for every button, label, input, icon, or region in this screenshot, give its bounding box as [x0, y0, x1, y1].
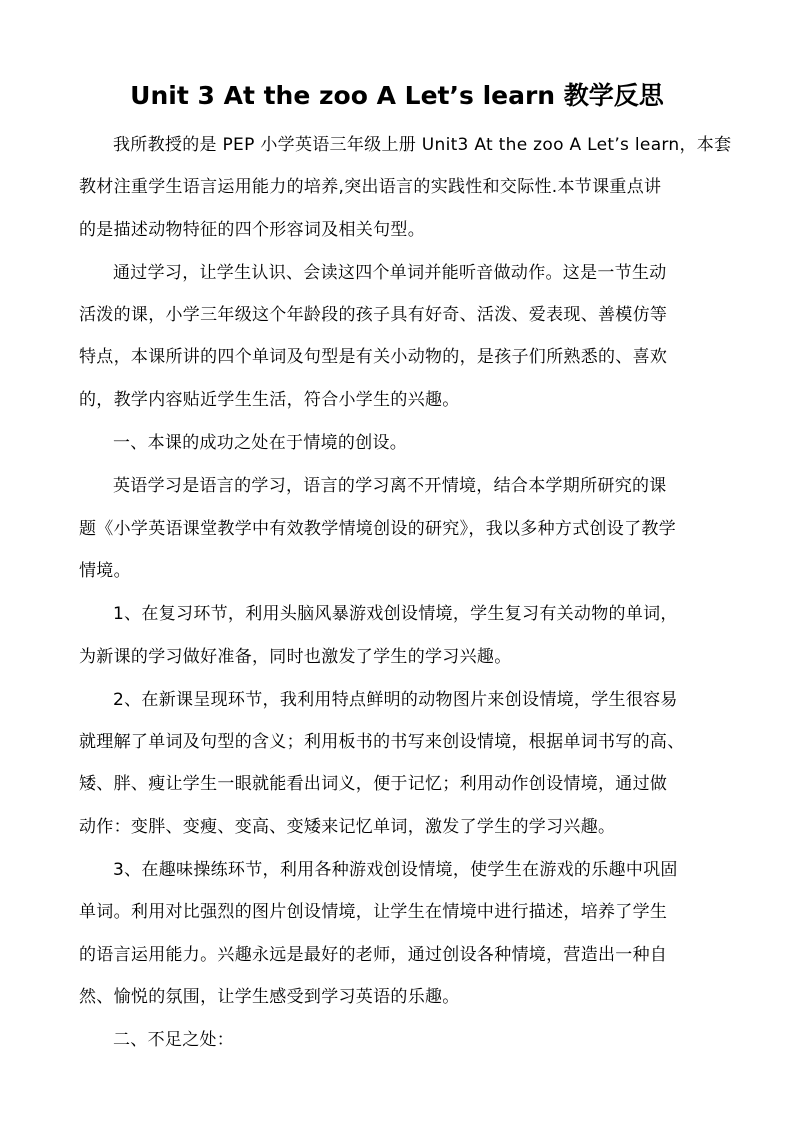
paragraph-item-2	[79, 679, 719, 848]
paragraph-4	[79, 465, 719, 592]
section-heading-success	[79, 422, 719, 464]
paragraph-line: 特点，本课所讲的四个单词及句型是有关小动物的，是孩子们所熟悉的、喜欢	[79, 347, 668, 368]
paragraph-1	[79, 124, 732, 251]
paragraph-line: 3、在趣味操练环节，利用各种游戏创设情境，使学生在游戏的乐趣中巩固	[113, 860, 678, 881]
paragraph-line: 二、不足之处：	[113, 1030, 235, 1051]
paragraph-line: 情境。	[79, 560, 131, 581]
paragraph-line: 的语言运用能力。兴趣永远是最好的老师，通过创设各种情境，营造出一种自	[79, 944, 668, 965]
paragraph-line: 的，教学内容贴近学生生活，符合小学生的兴趣。	[79, 389, 460, 410]
paragraph-item-1	[79, 593, 719, 678]
document-body	[79, 124, 732, 1063]
paragraph-line: 题《小学英语课堂教学中有效教学情境创设的研究》，我以多种方式创设了教学	[79, 518, 676, 539]
paragraph-line: 教材注重学生语言运用能力的培养,突出语言的实践性和交际性.本节课重点讲	[79, 177, 662, 198]
paragraph-line: 矮、胖、瘦让学生一眼就能看出词义，便于记忆；利用动作创设情境，通过做	[79, 774, 668, 795]
paragraph-line: 单词。利用对比强烈的图片创设情境，让学生在情境中进行描述，培养了学生	[79, 902, 668, 923]
paragraph-line: 的是描述动物特征的四个形容词及相关句型。	[79, 219, 425, 240]
paragraph-line: 就理解了单词及句型的含义；利用板书的书写来创设情境，根据单词书写的高、	[79, 732, 685, 753]
paragraph-line: 通过学习，让学生认识、会读这四个单词并能听音做动作。这是一节生动	[113, 262, 667, 283]
paragraph-line: 为新课的学习做好准备，同时也激发了学生的学习兴趣。	[79, 646, 512, 667]
paragraph-line: 一、本课的成功之处在于情境的创设。	[113, 433, 408, 454]
paragraph-line: 动作：变胖、变瘦、变高、变矮来记忆单词，激发了学生的学习兴趣。	[79, 816, 616, 837]
paragraph-line: 1、在复习环节，利用头脑风暴游戏创设情境，学生复习有关动物的单词，	[113, 604, 678, 625]
paragraph-line: 英语学习是语言的学习，语言的学习离不开情境，结合本学期所研究的课	[113, 476, 667, 497]
paragraph-line: 活泼的课，小学三年级这个年龄段的孩子具有好奇、活泼、爱表现、善模仿等	[79, 305, 668, 326]
paragraph-line: 2、在新课呈现环节，我利用特点鲜明的动物图片来创设情境，学生很容易	[113, 689, 678, 710]
paragraph-line: 然、愉悦的氛围，让学生感受到学习英语的乐趣。	[79, 986, 460, 1007]
section-heading-shortcomings	[79, 1019, 719, 1061]
document-title: Unit 3 At the zoo A Let’s learn 教学反思	[130, 81, 664, 110]
paragraph-line: 我所教授的是 PEP 小学英语三年级上册 Unit3 At the zoo A Let’s learn，本套	[113, 135, 732, 155]
paragraph-2	[79, 252, 719, 421]
paragraph-item-3	[79, 849, 719, 1018]
